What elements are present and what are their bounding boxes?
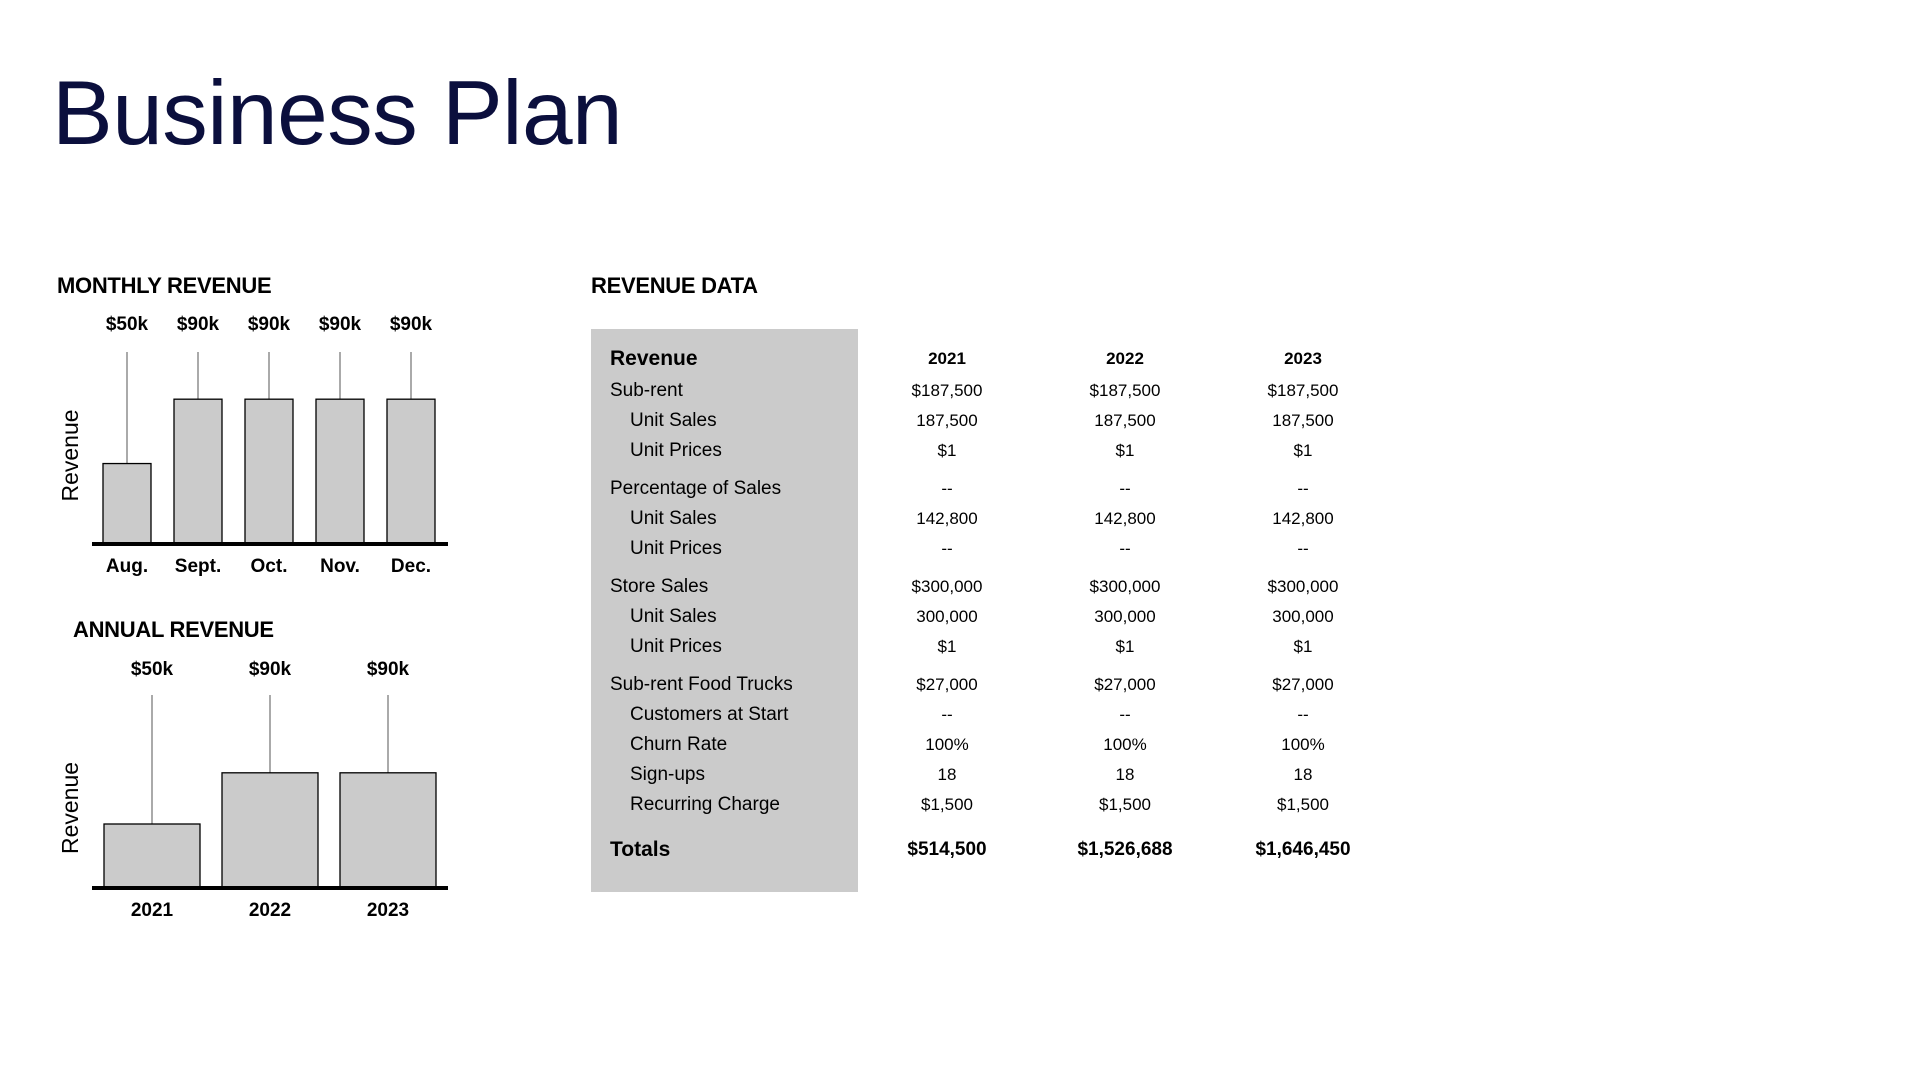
table-cell: 142,800 <box>1272 509 1334 528</box>
table-cell: $187,500 <box>911 381 983 400</box>
monthly-value-label: $50k <box>105 314 149 335</box>
table-cell: -- <box>1119 479 1131 498</box>
table-cell: 100% <box>925 735 969 754</box>
annual-bar-2023 <box>340 773 436 888</box>
page-title: Business Plan <box>52 63 623 164</box>
annual-value-label: $90k <box>366 659 410 680</box>
annual-bar-2022 <box>222 773 318 888</box>
monthly-bar-oct <box>245 399 293 544</box>
revenue-data-table <box>591 342 1392 872</box>
column-header-2022: 2022 <box>1106 349 1144 368</box>
annual-category-label: 2021 <box>130 900 174 921</box>
table-cell: 187,500 <box>916 411 978 430</box>
table-row <box>591 760 1392 790</box>
table-cell: 187,500 <box>1094 411 1156 430</box>
table-cell: -- <box>941 479 953 498</box>
table-row <box>591 466 1392 504</box>
table-cell: 300,000 <box>916 607 978 626</box>
annual-value-label: $50k <box>130 659 174 680</box>
monthly-bar-sept <box>174 399 222 544</box>
row-label: Sign-ups <box>630 764 705 785</box>
row-label: Unit Prices <box>630 538 722 559</box>
monthly-category-label: Oct. <box>250 556 288 577</box>
table-row <box>591 662 1392 700</box>
row-label: Unit Sales <box>630 508 717 529</box>
table-row <box>591 504 1392 534</box>
totals-row <box>591 820 1392 872</box>
table-cell: $1,500 <box>1277 795 1329 814</box>
table-cell: $27,000 <box>1272 675 1334 694</box>
table-row <box>591 376 1392 406</box>
column-header-2023: 2023 <box>1284 349 1322 368</box>
table-cell: $27,000 <box>1094 675 1156 694</box>
annual-category-label: 2022 <box>248 900 292 921</box>
monthly-category-label: Sept. <box>174 556 222 577</box>
table-cell: 300,000 <box>1272 607 1334 626</box>
annual-value-label: $90k <box>248 659 292 680</box>
table-cell: $1,500 <box>921 795 973 814</box>
table-cell: $300,000 <box>1089 577 1161 596</box>
annual-y-axis-label: Revenue <box>57 761 83 855</box>
row-label: Unit Prices <box>630 636 722 657</box>
row-label: Percentage of Sales <box>610 478 782 499</box>
table-cell: 18 <box>1115 765 1135 784</box>
table-row <box>591 436 1392 466</box>
table-row <box>591 602 1392 632</box>
table-cell: 142,800 <box>916 509 978 528</box>
table-cell: -- <box>1297 705 1309 724</box>
column-header-revenue: Revenue <box>610 347 698 370</box>
table-cell: $1 <box>1293 637 1313 656</box>
annual-bar-2021 <box>104 824 200 888</box>
row-label: Store Sales <box>610 576 709 597</box>
table-cell: $187,500 <box>1267 381 1339 400</box>
row-label: Churn Rate <box>630 734 728 755</box>
table-cell: $1 <box>937 637 957 656</box>
row-label: Unit Sales <box>630 606 717 627</box>
table-cell: $300,000 <box>911 577 983 596</box>
monthly-revenue-chart <box>50 300 470 590</box>
table-cell: -- <box>1297 539 1309 558</box>
monthly-bar-aug <box>103 464 151 544</box>
table-cell: -- <box>941 539 953 558</box>
table-cell: 100% <box>1281 735 1325 754</box>
monthly-value-label: $90k <box>389 314 433 335</box>
monthly-value-label: $90k <box>247 314 291 335</box>
total-2022: $1,526,688 <box>1077 839 1173 860</box>
table-cell: -- <box>1119 705 1131 724</box>
revenue-data-heading: REVENUE DATA <box>591 273 758 298</box>
annual-category-label: 2023 <box>366 900 410 921</box>
monthly-category-label: Aug. <box>105 556 149 577</box>
row-label: Recurring Charge <box>630 794 780 815</box>
monthly-category-label: Dec. <box>390 556 432 577</box>
table-header-row <box>591 342 1392 376</box>
table-row <box>591 534 1392 564</box>
table-cell: $1 <box>937 441 957 460</box>
table-cell: 100% <box>1103 735 1147 754</box>
row-label: Customers at Start <box>630 704 789 725</box>
monthly-value-label: $90k <box>176 314 220 335</box>
row-label: Sub-rent <box>610 380 683 401</box>
table-cell: $1 <box>1115 441 1135 460</box>
monthly-revenue-heading: MONTHLY REVENUE <box>57 273 272 298</box>
table-cell: $187,500 <box>1089 381 1161 400</box>
totals-label: Totals <box>610 838 671 861</box>
table-cell: -- <box>941 705 953 724</box>
monthly-category-label: Nov. <box>320 556 360 577</box>
table-cell: -- <box>1297 479 1309 498</box>
table-cell: 300,000 <box>1094 607 1156 626</box>
row-label: Unit Sales <box>630 410 717 431</box>
table-cell: $1 <box>1115 637 1135 656</box>
table-cell: 142,800 <box>1094 509 1156 528</box>
table-row <box>591 632 1392 662</box>
total-2021: $514,500 <box>907 839 987 860</box>
table-cell: 187,500 <box>1272 411 1334 430</box>
row-label: Sub-rent Food Trucks <box>610 674 793 695</box>
total-2023: $1,646,450 <box>1255 839 1351 860</box>
table-cell: $1 <box>1293 441 1313 460</box>
column-header-2021: 2021 <box>928 349 966 368</box>
monthly-value-label: $90k <box>318 314 362 335</box>
table-cell: $27,000 <box>916 675 978 694</box>
table-row <box>591 790 1392 820</box>
table-row <box>591 700 1392 730</box>
monthly-y-axis-label: Revenue <box>57 409 83 502</box>
table-cell: $300,000 <box>1267 577 1339 596</box>
table-cell: -- <box>1119 539 1131 558</box>
monthly-bar-dec <box>387 399 435 544</box>
table-cell: 18 <box>937 765 957 784</box>
annual-revenue-chart <box>50 645 470 935</box>
monthly-bar-nov <box>316 399 364 544</box>
table-cell: $1,500 <box>1099 795 1151 814</box>
table-cell: 18 <box>1293 765 1313 784</box>
table-row <box>591 406 1392 436</box>
table-row <box>591 564 1392 602</box>
row-label: Unit Prices <box>630 440 722 461</box>
annual-revenue-heading: ANNUAL REVENUE <box>73 617 274 642</box>
table-row <box>591 730 1392 760</box>
